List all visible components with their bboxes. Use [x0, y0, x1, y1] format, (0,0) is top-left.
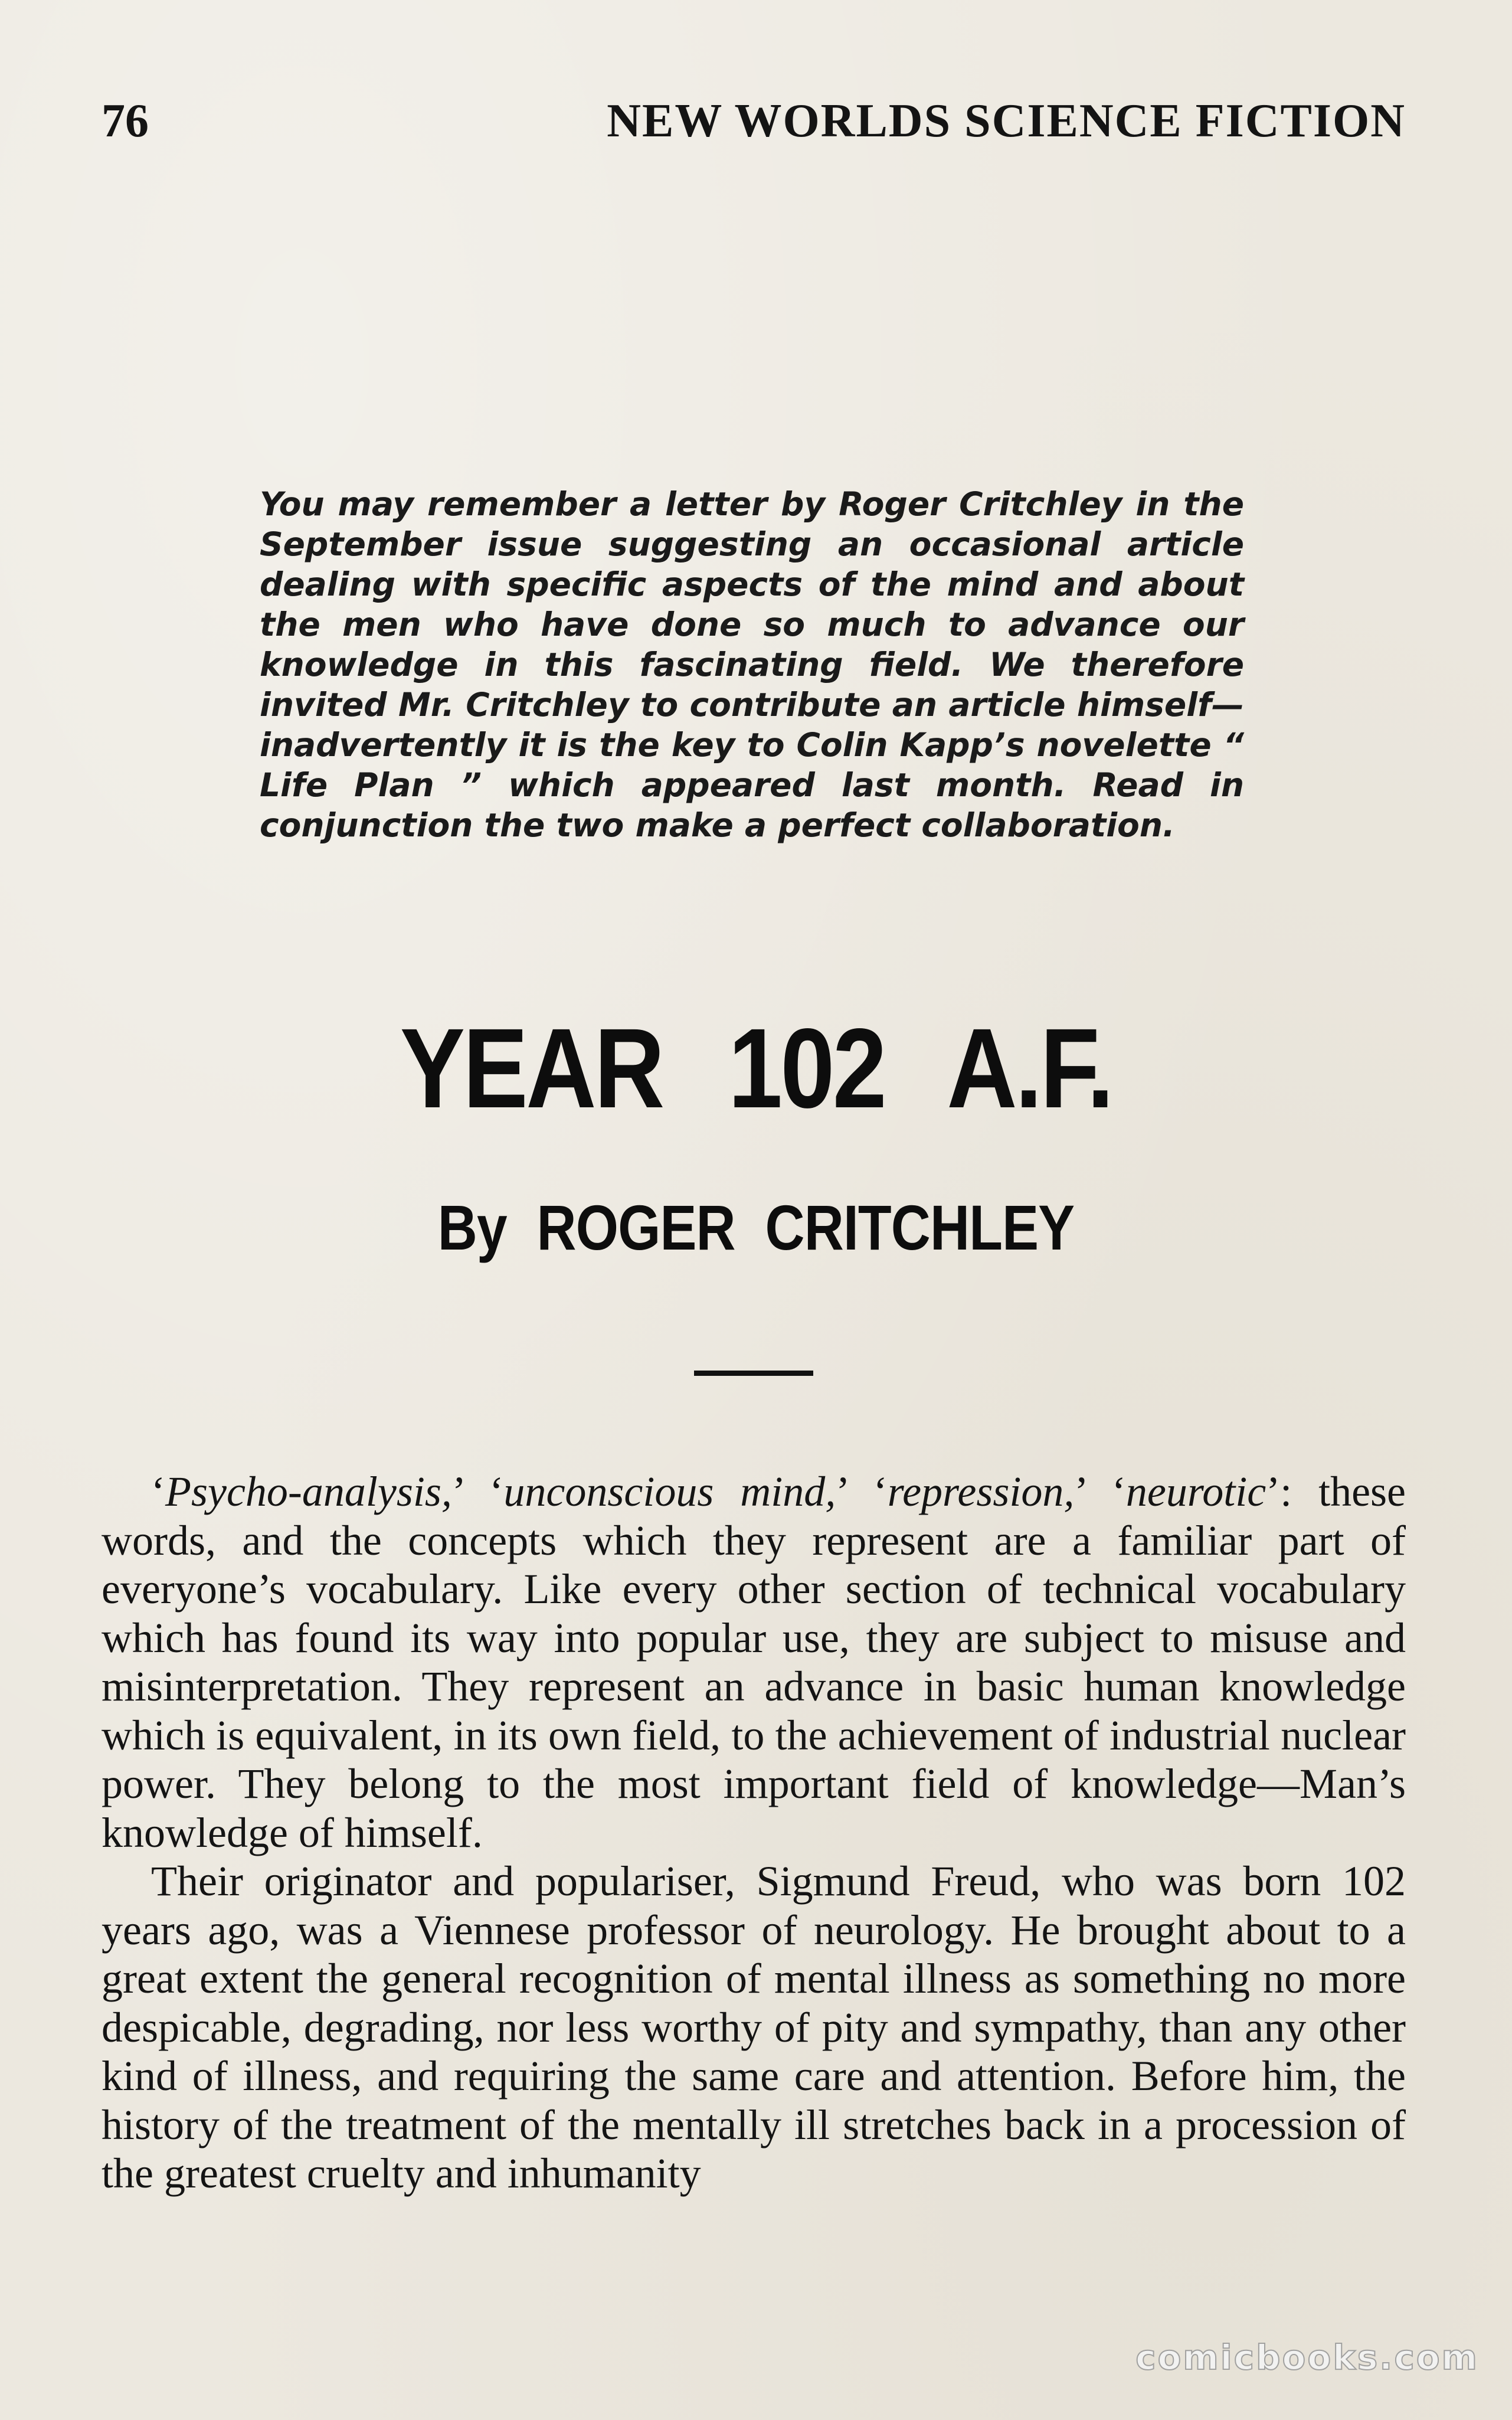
section-divider	[694, 1371, 813, 1376]
editorial-intro: You may remember a letter by Roger Critchley in the September issue suggesting an occasional article dealing with specific aspects of the mind and about the men who have done so much to advance our knowledge in this fascinating field. We therefore invited Mr. Critchley to contribute an article himself—inadvertently it is the key to Colin Kapp’s novelette “ Life Plan ” which appeared last month. Read in conjunction the two make a perfect collaboration.	[260, 485, 1244, 844]
journal-title: NEW WORLDS SCIENCE FICTION	[607, 95, 1406, 147]
term-repression: repression,	[887, 1468, 1075, 1515]
page-number: 76	[102, 95, 149, 147]
body-paragraph-1: ‘Psycho-analysis,’ ‘unconscious mind,’ ‘repression,’ ‘neurotic’: these words, and the concepts which they represent are a familiar part of everyone’s vocabulary. Like every other section of technical vocabulary which has found its way into popular use, they are subject to misuse and misinterpretation. They represent an advance in basic human knowledge which is equivalent, in its own field, to the achievement of industrial nuclear power. They belong to the most important field of knowledge—Man’s knowledge of himself.	[102, 1468, 1406, 1856]
term-neurotic: neurotic	[1125, 1468, 1266, 1515]
body-paragraph-1-text: these words, and the concepts which they represent are a familiar part of everyone’s vocabulary. Like every other section of technical vocabulary which has found its way into popular use, they are subject to misuse and misinterpretation. They represent an advance in basic human knowledge which is equivalent, in its own field, to the achievement of industrial nuclear power. They belong to the most important field of knowledge—Man’s knowledge of himself.	[102, 1468, 1406, 1856]
article-body	[102, 1467, 1406, 2198]
term-psycho-analysis: Psycho-analysis,	[165, 1468, 452, 1515]
article-byline: By ROGER CRITCHLEY	[437, 1192, 1075, 1263]
term-unconscious-mind: unconscious mind,	[503, 1468, 836, 1515]
article-title: YEAR 102 A.F.	[400, 1005, 1112, 1131]
running-head	[102, 94, 1406, 153]
body-paragraph-2: Their originator and populariser, Sigmund Freud, who was born 102 years ago, was a Viennese professor of neurology. He brought about to a great extent the general recognition of mental illness as something no more despicable, degrading, nor less worthy of pity and sympathy, than any other kind of illness, and requiring the same care and attention. Before him, the history of the treatment of the mentally ill stretches back in a procession of the greatest cruelty and inhumanity	[102, 1857, 1406, 2197]
watermark: comicbooks.com	[1135, 2337, 1479, 2378]
